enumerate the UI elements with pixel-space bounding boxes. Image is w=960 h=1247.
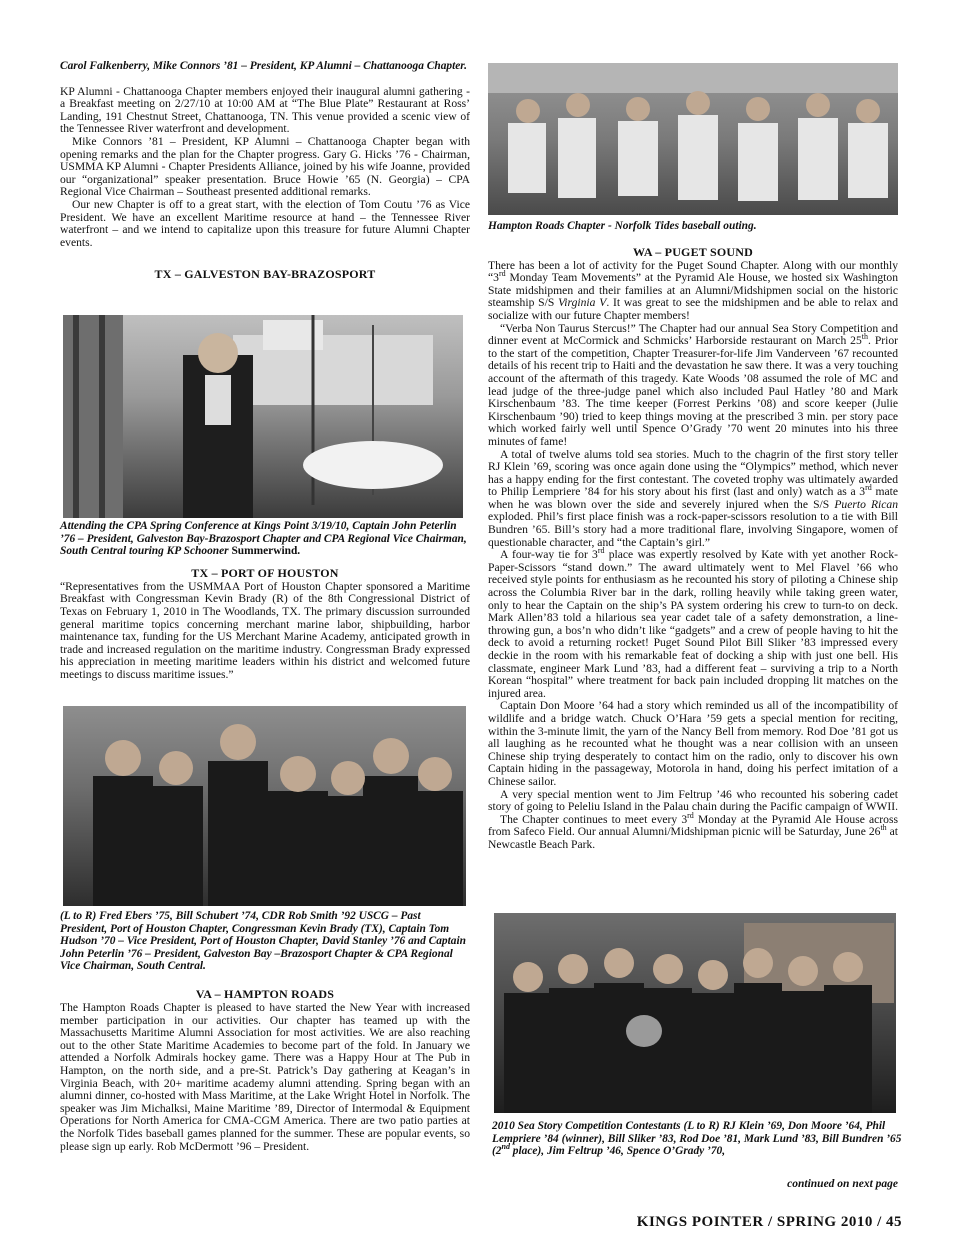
puget-p4-sup: rd xyxy=(597,546,605,556)
puget-p3-ship: Puerto Rican xyxy=(834,497,899,511)
galveston-caption xyxy=(60,520,470,558)
galveston-photo xyxy=(63,315,463,518)
puget-p1-b: Monday Team Movements” at the Pyramid Ale House, we hosted six Washington State midshipmen and their families at an Alumni/Midshipmen social on the historic steamship S/S xyxy=(488,271,898,310)
puget-paragraph-2 xyxy=(488,323,898,449)
houston-photo xyxy=(63,706,466,906)
continued-note: continued on next page xyxy=(787,1178,898,1190)
seastory-caption-block xyxy=(492,1120,902,1158)
hampton-heading: VA – HAMPTON ROADS xyxy=(195,986,335,1001)
puget-p3-c: exploded. Phil’s first place finish was a rock-paper-scissors resolution to a tie with Bill Bundren ’65. Bill’s story had a more traditional flare, involving Singapore, women of questionable character, and “the Captain’s girl.” xyxy=(488,510,898,549)
galveston-caption-ship: Summerwind. xyxy=(231,545,301,558)
puget-p2-a: “Verba Non Taurus Stercus!” The Chapter had our annual Sea Story Competition and dinner event at McCormick and Schmicks’ Harborside restaurant on March 25 xyxy=(488,321,898,348)
puget-paragraph-3 xyxy=(488,449,898,550)
galveston-heading: TX – GALVESTON BAY-BRAZOSPORT xyxy=(154,267,376,282)
puget-p3-b: mate when he was blown over the side and severely injured when the S/S xyxy=(488,485,898,511)
puget-p1-a: There has been a lot of activity for the Puget Sound Chapter. Along with our monthly “3 xyxy=(488,258,898,285)
galveston-caption-text: Attending the CPA Spring Conference at Kings Point 3/19/10, Captain John Peterlin ’76 – President, Galveston Bay-Brazosport Chapter and CPA Regional Vice Chairman, South Central touring KP Schooner xyxy=(60,520,467,558)
seastory-caption-a: 2010 Sea Story Competition Contestants (L to R) RJ Klein ’69, Don Moore ’64, Phil Lempriere ’84 (winner), Bill Sliker ’83, Rod Doe ’81, Mark Lund ’83, Bill Bundren ’65 (2 xyxy=(492,1120,902,1158)
houston-caption: (L to R) Fred Ebers ’75, Bill Schubert ’74, CDR Rob Smith ’92 USCG – Past President, Port of Houston Chapter, Congressman Kevin Brady (TX), Captain Tom Hudson ’70 – Vice President, Port of Houston Chapter, David Stanley ’76 and Captain John Peterlin ’76 – President, Galveston Bay –Brazosport Chapter & CPA Regional Vice Chairman, South Central. xyxy=(60,910,466,973)
puget-paragraph-6: A very special mention went to Jim Feltrup ’46 who recounted his sobering cadet story of going to Peleliu Island in the Palau chain during the Pacific campaign of WWII. xyxy=(488,787,898,814)
puget-p4-a: A four-way tie for 3 xyxy=(500,548,598,562)
hampton-paragraph: The Hampton Roads Chapter is pleased to have started the New Year with increased member participation in our activities. Our chapter has teamed up with the Massachusetts Maritime Alumni Association for most activities. We are also reaching out to the other State Maritime Academies to become part of the fold. In January we attended a Norfolk Admirals hockey game. There was a Happy Hour at The Pub in Hampton, on the north side, and a pre-St. Patrick’s Day gathering at Keagan’s in Virginia Beach, with 20+ maritime academy alumni attending. Spring began with an alumni dinner, co-hosted with Mass Maritime, at the Lake Wright Hotel in Norfolk. The speaker was Jim Michalksi, Maine Maritime ’89, Director of Intermodal & Equipment Operations for North America for CMA-CGM America. There are two patio parties at the Norfolk Tides baseball games planned for the summer. These are popular events, so please sign up early. Rob McDermott ’96 – President. xyxy=(60,1000,470,1153)
puget-p1-sup: rd xyxy=(498,269,506,279)
houston-heading: TX – PORT OF HOUSTON xyxy=(191,565,339,580)
puget-p7-c: at Newcastle Beach Park. xyxy=(488,825,898,851)
puget-p3-a: A total of twelve alums told sea stories. Much to the chagrin of the first story teller RJ Klein ’69, scoring was once again done using the “Olympics” method, which never has a happy ending for the first contestant. The coveted trophy was ultimately awarded to Philip Lempriere ’84 for his story about his first (last and only) watch as a 3 xyxy=(488,447,898,499)
chattanooga-paragraph-1: KP Alumni - Chattanooga Chapter members enjoyed their inaugural alumni gathering - a Breakfast meeting on 2/27/10 at 10:00 AM at “The Blue Plate” Restaurant at Ross’ Landing, 191 Chestnut Street, Chattanooga, TN. This venue provided a scenic view of the Tennessee River waterfront and development. xyxy=(60,84,470,136)
seastory-caption xyxy=(492,1120,902,1158)
puget-p2-sup: th xyxy=(861,332,868,342)
puget-p7-sup2: th xyxy=(880,823,887,833)
puget-p7-b: Monday at the Pyramid Ale House across from Safeco Field. Our annual Alumni/Midshipman picnic will be Saturday, June 26 xyxy=(488,812,898,839)
puget-p1-ship: Virginia V xyxy=(558,296,607,310)
puget-p1-c: . It was great to see the midshipmen and be able to relax and socialize with our future Chapter members! xyxy=(488,296,898,322)
seastory-photo xyxy=(494,913,896,1113)
chattanooga-paragraph-3: Our new Chapter is off to a great start, with the election of Tom Coutu ’76 as Vice President. We have an excellent Maritime resource at hand – the Tennessee River waterfront – and we intend to capitalize upon this treasure for future Alumni Chapter events. xyxy=(60,197,470,249)
left-column xyxy=(60,60,470,282)
puget-paragraph-1 xyxy=(488,260,898,323)
seastory-caption-b: place), Jim Feltrup ’46, Spence O’Grady ’70, xyxy=(509,1145,726,1158)
puget-p7-sup: rd xyxy=(687,810,694,820)
right-column xyxy=(488,220,898,852)
puget-paragraph-5: Captain Don Moore ’64 had a story which reminded us all of the incompatibility of wildlife and a bridge watch. Chuck O’Hara ’59 gets a special mention for reciting, within the 3-minute limit, the yarn of the Nancy Bell from memory. Rod Doe ’81 got us all laughing as he recounted what he thought was a near collision with an unseen Chinese ship trying desperately to contact him on the radio, only to discover his own Captain hiding in the passageway, Motorola in hand, doing his perfect imitation of a Chinese sailor. xyxy=(488,699,898,788)
seastory-caption-sup: nd xyxy=(501,1142,510,1152)
left-lower-column xyxy=(60,910,470,1153)
tides-photo xyxy=(488,63,898,215)
puget-heading: WA – PUGET SOUND xyxy=(632,244,753,259)
houston-paragraph: “Representatives from the USMMAA Port of Houston Chapter sponsored a Maritime Breakfast with Congressman Kevin Brady (R) of the 8th Congressional District of Texas on February 1, 2010 in The Woodlands, TX. The primary discussion surrounded general maritime topics concerning merchant marine labor, shipbuilding, harbor maintenance tax, funding for the US Merchant Marine Academy, anticipated growth in trade and increased regulation on the maritime industry. Congressman Brady expressed his appreciation in meeting maritime leaders within his district and welcomed future meetings to discuss maritime issues.” xyxy=(60,579,470,681)
puget-paragraph-4 xyxy=(488,546,898,700)
puget-paragraph-7 xyxy=(488,810,898,852)
galveston-caption-block xyxy=(60,520,470,682)
tides-caption: Hampton Roads Chapter - Norfolk Tides baseball outing. xyxy=(488,220,757,232)
puget-p4-b: place was expertly resolved by Kate with yet another Rock-Paper-Scissors “stand down.” The award ultimately went to Mel Flavel ’66 who received style points for enthusiasm as he recounted his story of piloting a Chinese ship across the Columbia River bar in the dark, rolling heavily while taking green water, only to hear the Captain on the ship’s PA system ordering his crew to turn-to on deck. Mark Allen’83 told a hilarious sea year cadet tale of a safety demonstration, a line-throwing gun, a bos’n who didn’t like “gadgets” and a crew of people having to hit the deck to avoid a returning rocket! Puget Sound Pilot Bill Sliker ’83 impressed every deckie in the room with his remarkable feat of docking a ship with just one bell. His classmate, engineer Mark Lund ’83, had a different feat – surviving a trip to a North Korean “hospital” where treatment for back pain included dropping lit matches on the injured area. xyxy=(488,548,898,700)
chattanooga-paragraph-2: Mike Connors ’81 – President, KP Alumni – Chattanooga Chapter began with opening remarks and the plan for the Chapter progress. Gary G. Hicks ’76 - Chairman, USMMA KP Alumni - Chapter Presidents Alliance, joined by his wife Joanne, provided our “organizational” speaker presentation. Bruce Howie ’65 (N. Georgia) – CPA Regional Vice Chairman – Southeast presented additional remarks. xyxy=(60,134,470,199)
page-footer: KINGS POINTER / SPRING 2010 / 45 xyxy=(636,1214,902,1230)
puget-p2-b: . Prior to the start of the competition, Chapter Treasurer-for-life Jim Vanderveen ’67 recounted details of his recent trip to Haiti and the devastation he saw there. It was a very touching account of the aftermath of this tragedy. Kate Woods ’08 assumed the role of MC and lead judge of the three-judge panel which also included Paul Hatley ’80 and Mark Kirschenbaum ’83. The time keeper (Forrest Perkins ’08) and score keeper (Julie Kirschenbaum ’90) tried to keep things moving at the prescribed 3 min. per story pace which worked fairly well until Spence O’Grady ’70 went 20 minutes into his three minutes of fame! xyxy=(488,334,899,448)
puget-p7-a: The Chapter continues to meet every 3 xyxy=(500,812,688,826)
puget-p3-sup: rd xyxy=(865,483,872,493)
chattanooga-caption: Carol Falkenberry, Mike Connors ’81 – President, KP Alumni – Chattanooga Chapter. xyxy=(60,60,467,72)
